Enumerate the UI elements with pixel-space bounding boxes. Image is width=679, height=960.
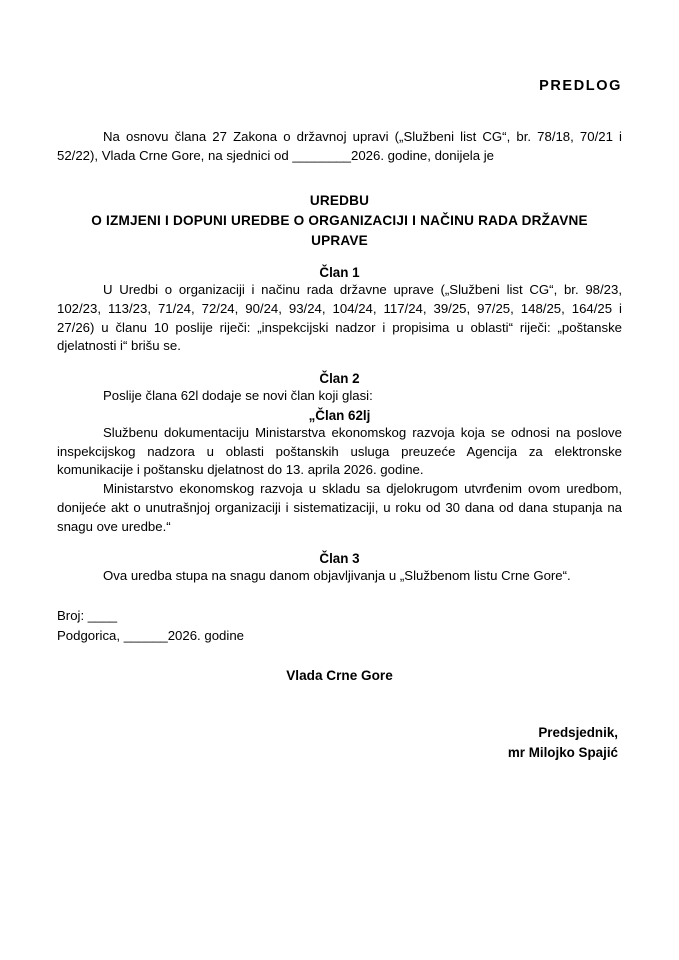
government-name: Vlada Crne Gore <box>286 667 393 683</box>
document-number: Broj: ____ <box>57 607 118 623</box>
article-3-heading: Član 3 <box>319 551 360 567</box>
signature-role: Predsjednik, <box>538 724 618 740</box>
article-2-paragraph-1: Službenu dokumentaciju Ministarstva ekonomskog razvoja koja se odnosi na poslove inspekcijskog nadzora u oblasti poštanskih usluga preuzeće Agencija za elektronske komunikacije i poštansku djelatnost do 13. aprila 2026. godine. <box>57 424 622 478</box>
signature-name: mr Milojko Spajić <box>507 744 618 760</box>
article-3-paragraph-1: Ova uredba stupa na snagu danom objavljivanja u „Službenom listu Crne Gore“. <box>103 568 571 584</box>
document-meta <box>57 606 622 646</box>
article-1 <box>57 265 622 356</box>
document-title <box>57 191 622 250</box>
signature-block <box>57 723 622 763</box>
document-label: PREDLOG <box>539 78 622 94</box>
article-1-heading: Član 1 <box>319 265 360 281</box>
article-2 <box>57 371 622 536</box>
title-line-3: UPRAVE <box>311 232 368 248</box>
article-1-paragraph-1: U Uredbi o organizaciji i načinu rada državne uprave („Službeni list CG“, br. 98/23, 102/23, 113/23, 71/24, 72/24, 90/24, 93/24, 104/24, 117/24, 39/25, 97/25, 148/25, 164/25 i 27/26) u članu 10 poslije riječi: „inspekcijski nadzor i propisima u oblasti“ riječi: „poštanske djelatnosti i“ brišu se. <box>57 282 622 354</box>
article-3 <box>57 551 622 586</box>
document-place-date: Podgorica, ______2026. godine <box>57 627 244 643</box>
title-line-2: O IZMJENI I DOPUNI UREDBE O ORGANIZACIJI I NAČINU RADA DRŽAVNE <box>91 213 588 229</box>
article-2-heading: Član 2 <box>319 371 360 387</box>
article-2-intro: Poslije člana 62l dodaje se novi član koji glasi: <box>103 388 373 404</box>
title-line-1: UREDBU <box>309 193 370 209</box>
article-2-paragraph-2: Ministarstvo ekonomskog razvoja u skladu sa djelokrugom utvrđenim ovom uredbom, donijeće akt o unutrašnjoj organizaciji i sistematizaciji, u roku od 30 dana od dana stupanja na snagu ove uredbe.“ <box>57 481 622 534</box>
preamble-paragraph: Na osnovu člana 27 Zakona o državnoj upravi („Službeni list CG“, br. 78/18, 70/21 i 52/22), Vlada Crne Gore, na sjednici od ________2026. godine, donijela je <box>57 129 622 163</box>
article-2-quote-heading: „Član 62lj <box>308 407 371 423</box>
